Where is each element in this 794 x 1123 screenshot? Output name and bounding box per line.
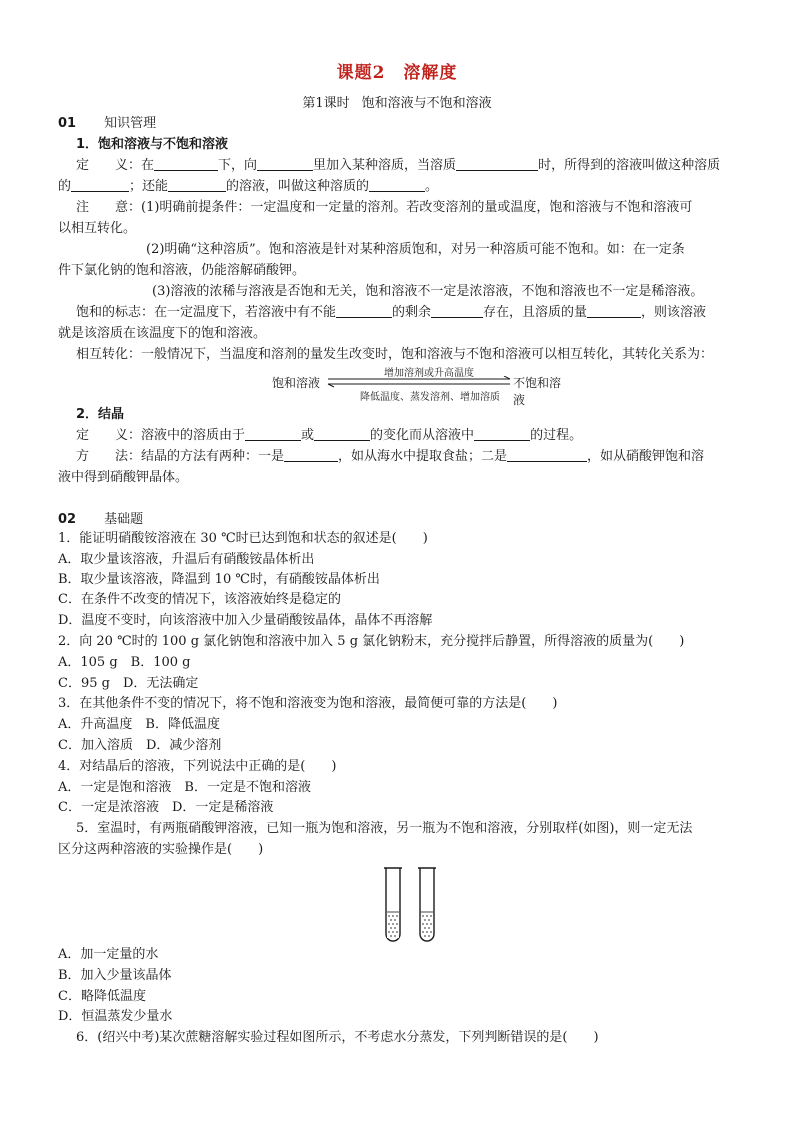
q5-option-a: A．加一定量的水 [58, 947, 159, 962]
note-2-line-1: (2)明确“这种溶质”。饱和溶液是针对某种溶质饱和，对另一种溶质可能不饱和。如：在一定条 [146, 242, 685, 257]
crystallization-method-line-1: 方 法：结晶的方法有两种：一是 ，如从海水中提取食盐；二是 ，如从硝酸钾饱和溶 [76, 449, 705, 464]
conversion-diagram [272, 364, 562, 407]
answer-blank [154, 156, 218, 171]
question-2: 2．向 20 ℃时的 100 g 氯化钠饱和溶液中加入 5 g 氯化钠粉末，充分搅拌后静置，所得溶液的质量为( ) [58, 634, 685, 649]
lesson-title: 课题2 溶解度 [336, 63, 458, 83]
saturation-sign-line-1: 饱和的标志：在一定温度下，若溶液中有不能 的剩余 存在，且溶质的量 ，则该溶液 [76, 305, 707, 320]
answer-blank [336, 303, 392, 318]
section-heading-knowledge: 01 知识管理 [58, 116, 157, 131]
q1-option-b: B．取少量该溶液，降温到 10 ℃时，有硝酸铵晶体析出 [58, 572, 380, 587]
crystallization-definition: 定 义：溶液中的溶质由于 或 的变化而从溶液中 的过程。 [76, 428, 583, 443]
to-saturated-condition: 降低温度、蒸发溶剂、增加溶质 [360, 392, 500, 403]
q3-options-ab: A．升高温度 B．降低温度 [58, 717, 220, 732]
answer-blank [474, 426, 530, 441]
definition-line-2: 的 ；还能 的溶液，叫做这种溶质的 。 [58, 179, 439, 194]
test-tube-right-icon [418, 868, 436, 941]
q5-option-d: D．恒温蒸发少量水 [58, 1009, 173, 1024]
q3-options-cd: C．加入溶质 D．减少溶剂 [58, 738, 222, 753]
answer-blank [71, 177, 129, 192]
question-3: 3．在其他条件不变的情况下，将不饱和溶液变为饱和溶液，最简便可靠的方法是( ) [58, 696, 558, 711]
item-heading-saturated: 1．饱和溶液与不饱和溶液 [76, 137, 229, 152]
test-tube-left-icon [384, 868, 402, 941]
q1-option-c: C．在条件不改变的情况下，该溶液始终是稳定的 [58, 592, 341, 607]
question-5-line-2: 区分这两种溶液的实验操作是( ) [58, 842, 264, 857]
q5-option-c: C．略降低温度 [58, 989, 146, 1004]
note-2-line-2: 件下氯化钠的饱和溶液，仍能溶解硝酸钾。 [58, 263, 306, 278]
q4-options-ab: A．一定是饱和溶液 B．一定是不饱和溶液 [58, 780, 311, 795]
to-unsaturated-condition: 增加溶剂或升高温度 [384, 368, 474, 379]
answer-blank [314, 426, 370, 441]
unsaturated-label: 不饱和溶液 [513, 376, 562, 407]
answer-blank [507, 447, 587, 462]
note-1-line-2: 以相互转化。 [58, 221, 137, 236]
answer-blank [168, 177, 226, 192]
saturation-sign-line-2: 就是该溶质在该温度下的饱和溶液。 [58, 326, 267, 341]
test-tubes-figure [380, 866, 440, 946]
conversion-text: 相互转化：一般情况下，当温度和溶剂的量发生改变时，饱和溶液与不饱和溶液可以相互转化，其转化关系为： [76, 347, 714, 362]
answer-blank [587, 303, 641, 318]
q5-option-b: B．加入少量该晶体 [58, 968, 172, 983]
question-6: 6．(绍兴中考)某次蔗糖溶解实验过程如图所示，不考虑水分蒸发，下列判断错误的是( ) [76, 1030, 599, 1045]
section-heading-basic: 02 基础题 [58, 512, 144, 527]
saturated-label: 饱和溶液 [272, 376, 321, 390]
answer-blank [245, 426, 301, 441]
note-1-line-1: 注 意：(1)明确前提条件：一定温度和一定量的溶剂。若改变溶剂的量或温度，饱和溶液与不饱和溶液可 [76, 200, 693, 215]
double-arrow-icon [326, 376, 512, 388]
crystallization-method-line-2: 液中得到硝酸钾晶体。 [58, 470, 189, 485]
answer-blank [284, 447, 338, 462]
q2-options-ab: A．105 g B．100 g [58, 655, 191, 670]
q2-options-cd: C．95 g D．无法确定 [58, 676, 199, 691]
note-3: (3)溶液的浓稀与溶液是否饱和无关，饱和溶液不一定是浓溶液，不饱和溶液也不一定是稀溶液。 [152, 284, 704, 299]
lesson-subtitle: 第1课时 饱和溶液与不饱和溶液 [302, 96, 492, 111]
answer-blank [456, 156, 538, 171]
question-4: 4．对结晶后的溶液，下列说法中正确的是( ) [58, 759, 337, 774]
q1-option-a: A．取少量该溶液，升温后有硝酸铵晶体析出 [58, 552, 315, 567]
answer-blank [257, 156, 313, 171]
item-heading-crystallization: 2．结晶 [76, 407, 125, 422]
definition-line-1: 定 义：在 下，向 里加入某种溶质，当溶质 时，所得到的溶液叫做这种溶质 [76, 158, 721, 173]
q1-option-d: D．温度不变时，向该溶液中加入少量硝酸铵晶体，晶体不再溶解 [58, 613, 433, 628]
question-5-line-1: 5．室温时，有两瓶硝酸钾溶液，已知一瓶为饱和溶液，另一瓶为不饱和溶液，分别取样(如图)，则一定无法 [76, 821, 693, 836]
answer-blank [431, 303, 483, 318]
q4-options-cd: C．一定是浓溶液 D．一定是稀溶液 [58, 800, 274, 815]
answer-blank [369, 177, 425, 192]
question-1: 1．能证明硝酸铵溶液在 30 ℃时已达到饱和状态的叙述是( ) [58, 531, 428, 546]
